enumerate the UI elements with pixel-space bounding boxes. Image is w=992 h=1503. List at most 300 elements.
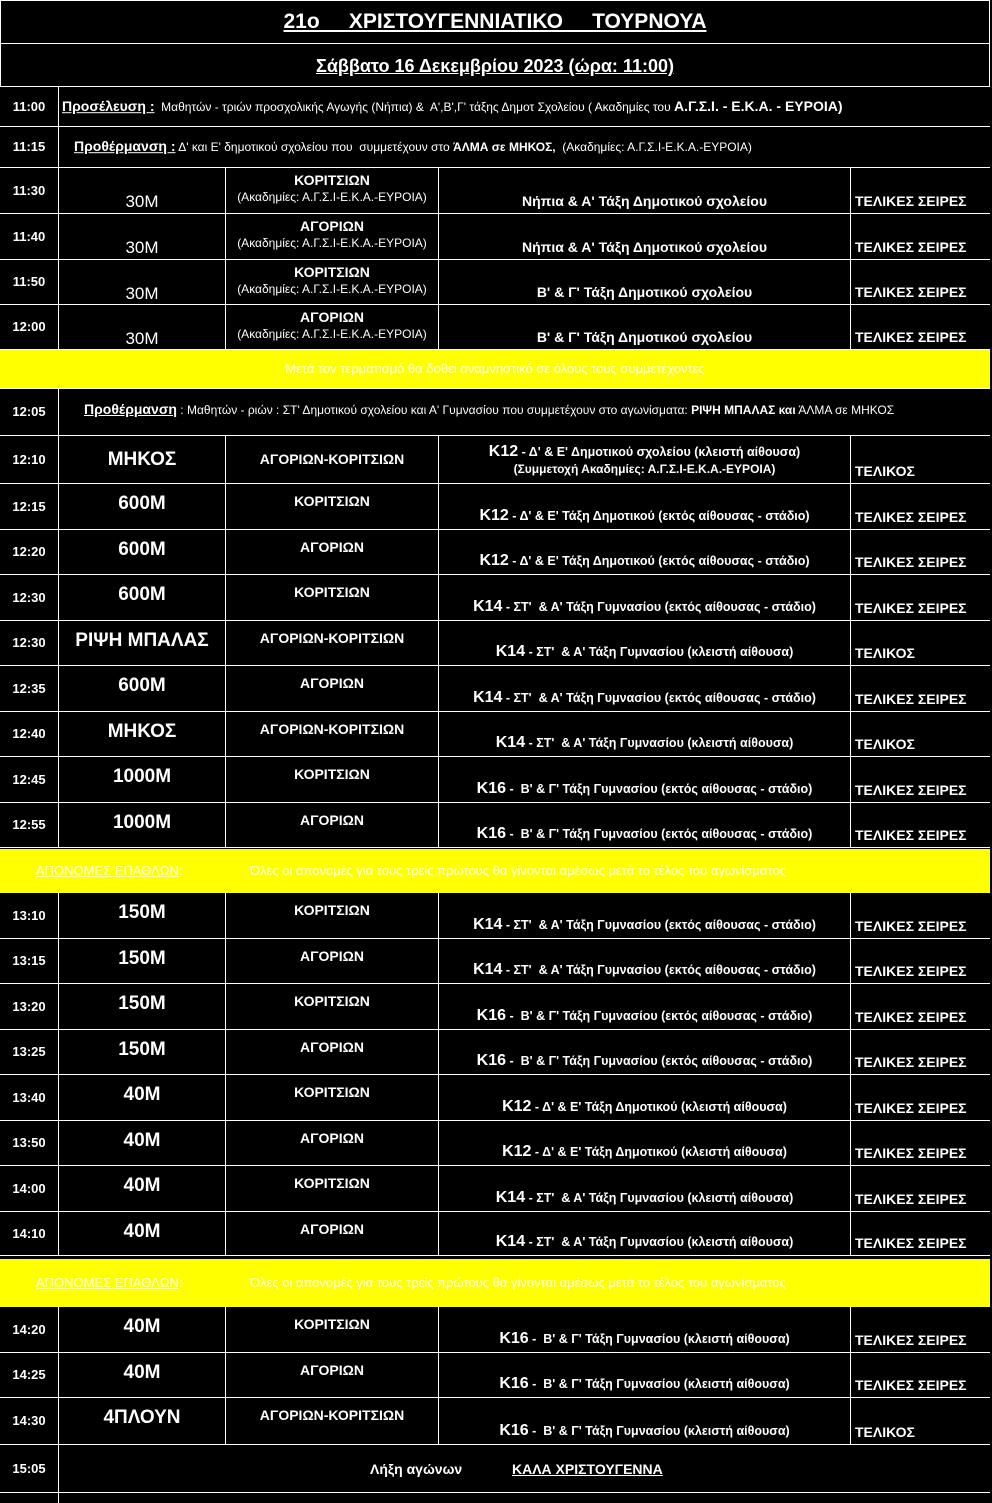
gender-text: ΚΟΡΙΤΣΙΩΝ bbox=[294, 264, 370, 280]
gender-text: ΚΟΡΙΤΣΙΩΝ bbox=[294, 1316, 370, 1332]
phase-text: ΤΕΛΙΚΕΣ ΣΕΙΡΕΣ bbox=[855, 1145, 967, 1161]
phase-text: ΤΕΛΙΚΕΣ ΣΕΙΡΕΣ bbox=[855, 1235, 967, 1251]
phase-text: ΤΕΛΙΚΕΣ ΣΕΙΡΕΣ bbox=[855, 509, 967, 525]
category-text: Β' & Γ' Τάξη Δημοτικού σχολείου bbox=[536, 284, 753, 300]
event-cell bbox=[59, 893, 226, 938]
schedule-row bbox=[0, 666, 990, 712]
category-text bbox=[439, 1189, 850, 1207]
time-text: 13:15 bbox=[12, 952, 46, 968]
gender-cell bbox=[226, 214, 439, 259]
phase-cell bbox=[851, 621, 990, 665]
phase-text: ΤΕΛΙΚΕΣ ΣΕΙΡΕΣ bbox=[855, 600, 967, 616]
category-text: Νήπια & Α' Τάξη Δημοτικού σχολείου bbox=[522, 193, 767, 209]
time-cell bbox=[0, 712, 59, 756]
category-desc: - Δ' & Ε' Δημοτικού σχολείου (κλειστή αίθουσα) bbox=[518, 445, 801, 459]
category-code: Κ14 bbox=[473, 916, 503, 933]
schedule-row bbox=[0, 757, 990, 803]
event-text: 600Μ bbox=[118, 675, 166, 696]
event-text: ΜΗΚΟΣ bbox=[107, 449, 177, 470]
schedule-row-warmup-2 bbox=[0, 388, 990, 436]
category-cell bbox=[439, 1030, 851, 1074]
awards-label: ΑΠΟΝΟΜΕΣ ΕΠΑΘΛΩΝ bbox=[36, 863, 179, 878]
phase-text: ΤΕΛΙΚΕΣ ΣΕΙΡΕΣ bbox=[855, 963, 967, 979]
gender-text: ΚΟΡΙΤΣΙΩΝ bbox=[294, 993, 370, 1009]
time-cell bbox=[0, 1307, 59, 1352]
gender-note: (Ακαδημίες: Α.Γ.Σ.Ι-Ε.Κ.Α.-ΕΥΡΟΙΑ) bbox=[237, 327, 427, 341]
event-cell bbox=[59, 984, 226, 1029]
category-code: Κ16 bbox=[499, 1422, 529, 1439]
category-cell bbox=[439, 214, 851, 259]
category-desc: - Β' & Γ' Τάξη Γυμνασίου (κλειστή αίθουσα) bbox=[528, 1332, 790, 1346]
event-text: 600Μ bbox=[118, 493, 166, 514]
gender-cell bbox=[226, 1398, 439, 1444]
phase-text: ΤΕΛΙΚΕΣ ΣΕΙΡΕΣ bbox=[855, 691, 967, 707]
page-subtitle bbox=[0, 44, 990, 87]
schedule-row-warmup-1 bbox=[0, 127, 990, 168]
gender-text: ΚΟΡΙΤΣΙΩΝ bbox=[294, 493, 370, 509]
gender-cell bbox=[226, 260, 439, 304]
category-desc: - ΣΤ' & Α' Τάξη Γυμνασίου (εκτός αίθουσας - στάδιο) bbox=[502, 691, 816, 705]
phase-cell bbox=[851, 575, 990, 620]
arrival-label: Προσέλευση : bbox=[62, 97, 155, 114]
category-cell bbox=[439, 575, 851, 620]
category-cell bbox=[439, 1398, 851, 1444]
gender-cell bbox=[226, 168, 439, 213]
category-code: Κ16 bbox=[476, 825, 507, 842]
time-text: 12:45 bbox=[12, 771, 46, 787]
category-note: (Συμμετοχή Ακαδημίες: Α.Γ.Σ.Ι-Ε.Κ.Α.-ΕΥΡΟΙΑ) bbox=[513, 462, 776, 476]
category-code: Κ12 bbox=[502, 1143, 532, 1160]
phase-cell bbox=[851, 1121, 990, 1165]
gender-cell bbox=[226, 757, 439, 802]
event-cell bbox=[59, 575, 226, 620]
schedule-row bbox=[0, 893, 990, 939]
event-text: 30Μ bbox=[125, 329, 159, 348]
warmup-2-strong: ΡΙΨΗ ΜΠΑΛΑΣ και bbox=[691, 403, 796, 417]
event-cell bbox=[59, 436, 226, 483]
schedule-row bbox=[0, 484, 990, 530]
category-cell bbox=[439, 530, 851, 574]
category-cell bbox=[439, 893, 851, 938]
event-cell bbox=[59, 712, 226, 756]
phase-cell bbox=[851, 893, 990, 938]
time-text: 11:00 bbox=[12, 98, 46, 114]
gender-text: ΑΓΟΡΙΩΝ bbox=[300, 1362, 364, 1378]
gender-cell bbox=[226, 666, 439, 711]
category-text bbox=[439, 734, 850, 752]
schedule-row-arrival bbox=[0, 87, 990, 127]
category-cell bbox=[439, 484, 851, 529]
category-text bbox=[439, 598, 850, 616]
category-cell bbox=[439, 712, 851, 756]
event-text: 150Μ bbox=[118, 1039, 166, 1060]
event-cell bbox=[59, 621, 226, 665]
schedule-row bbox=[0, 575, 990, 621]
event-cell bbox=[59, 1030, 226, 1074]
closing-text: Λήξη αγώνων bbox=[370, 1461, 463, 1477]
phase-text: ΤΕΛΙΚΕΣ ΣΕΙΡΕΣ bbox=[855, 1100, 967, 1116]
phase-text: ΤΕΛΙΚΕΣ ΣΕΙΡΕΣ bbox=[855, 239, 967, 255]
category-text bbox=[439, 1098, 850, 1116]
notice-banner-awards-1: ΑΠΟΝΟΜΕΣ ΕΠΑΘΛΩΝ: Όλες οι απονομές για τους τρείς πρώτους θα γίνονται αμέσως μετά το τέλος του αγωνίσματος bbox=[0, 849, 990, 893]
category-cell bbox=[439, 939, 851, 983]
time-text: 14:25 bbox=[12, 1366, 46, 1382]
phase-cell bbox=[851, 803, 990, 847]
phase-text: ΤΕΛΙΚΟΣ bbox=[855, 736, 915, 752]
event-text: 30Μ bbox=[125, 192, 159, 211]
category-text bbox=[439, 825, 850, 843]
phase-text: ΤΕΛΙΚΟΣ bbox=[855, 645, 915, 661]
time-text: 12:30 bbox=[12, 634, 46, 650]
category-code: Κ16 bbox=[476, 1007, 507, 1024]
category-code: Κ12 bbox=[479, 507, 509, 524]
category-cell bbox=[439, 260, 851, 304]
category-code: Κ16 bbox=[476, 1052, 507, 1069]
gender-cell bbox=[226, 530, 439, 574]
event-text: 40Μ bbox=[123, 1175, 161, 1196]
time-cell bbox=[0, 214, 59, 259]
schedule-row bbox=[0, 1030, 990, 1075]
event-text: 40Μ bbox=[123, 1130, 161, 1151]
time-text: 12:20 bbox=[12, 543, 46, 559]
time-text: 12:40 bbox=[12, 725, 46, 741]
gender-cell bbox=[226, 1121, 439, 1165]
gender-cell bbox=[226, 305, 439, 349]
category-desc: - Δ' & Ε' Τάξη Δημοτικού (κλειστή αίθουσα) bbox=[531, 1145, 787, 1159]
schedule-row bbox=[0, 1353, 990, 1398]
page-title bbox=[0, 0, 990, 44]
warmup-text: Δ' και Ε' δημοτικού σχολείου που συμμετέχουν στο bbox=[175, 140, 454, 155]
phase-text: ΤΕΛΙΚΕΣ ΣΕΙΡΕΣ bbox=[855, 193, 967, 209]
phase-text: ΤΕΛΙΚΕΣ ΣΕΙΡΕΣ bbox=[855, 1191, 967, 1207]
gender-cell bbox=[226, 1075, 439, 1120]
schedule-row bbox=[0, 712, 990, 757]
category-text bbox=[439, 1052, 850, 1070]
category-code: Κ12 bbox=[479, 552, 509, 569]
notice-banner-souvenir bbox=[0, 350, 990, 388]
time-cell bbox=[0, 939, 59, 983]
time-cell bbox=[0, 1445, 59, 1492]
notice-cell bbox=[59, 389, 990, 435]
category-cell bbox=[439, 757, 851, 802]
arrival-strong: Α.Γ.Σ.Ι. - Ε.Κ.Α. - ΕΥΡΟΙΑ) bbox=[674, 97, 843, 114]
time-text: 13:50 bbox=[12, 1134, 46, 1150]
gender-cell bbox=[226, 484, 439, 529]
time-cell bbox=[0, 666, 59, 711]
warmup-strong: ΆΛΜΑ σε ΜΗΚΟΣ, bbox=[453, 140, 556, 155]
time-cell bbox=[0, 389, 59, 435]
warmup-2-label: Προθέρμανση bbox=[84, 401, 177, 417]
category-code: Κ16 bbox=[499, 1330, 529, 1347]
phase-text: ΤΕΛΙΚΕΣ ΣΕΙΡΕΣ bbox=[855, 1009, 967, 1025]
event-cell bbox=[59, 260, 226, 304]
time-cell bbox=[0, 1121, 59, 1165]
phase-text: ΤΕΛΙΚΕΣ ΣΕΙΡΕΣ bbox=[855, 827, 967, 843]
time-text: 12:35 bbox=[12, 680, 46, 696]
gender-note: (Ακαδημίες: Α.Γ.Σ.Ι-Ε.Κ.Α.-ΕΥΡΟΙΑ) bbox=[237, 282, 427, 296]
event-cell bbox=[59, 757, 226, 802]
category-desc: - Β' & Γ' Τάξη Γυμνασίου (εκτός αίθουσας - στάδιο) bbox=[506, 782, 813, 796]
time-cell bbox=[0, 436, 59, 483]
event-text: ΜΗΚΟΣ bbox=[107, 721, 177, 742]
time-text: 13:25 bbox=[12, 1043, 46, 1059]
category-cell bbox=[439, 1307, 851, 1352]
category-cell bbox=[439, 1353, 851, 1397]
time-text: 14:10 bbox=[12, 1225, 46, 1241]
category-text bbox=[439, 444, 850, 460]
phase-cell bbox=[851, 1307, 990, 1352]
gender-text: ΚΟΡΙΤΣΙΩΝ bbox=[294, 1175, 370, 1191]
event-text: 1000Μ bbox=[112, 812, 172, 833]
category-text: Νήπια & Α' Τάξη Δημοτικού σχολείου bbox=[522, 239, 767, 255]
gender-text: ΑΓΟΡΙΩΝ bbox=[300, 309, 364, 325]
time-cell bbox=[0, 168, 59, 213]
notice-cell bbox=[59, 127, 990, 167]
time-cell bbox=[0, 87, 59, 126]
category-text bbox=[439, 1375, 850, 1393]
time-text: 14:30 bbox=[12, 1412, 46, 1428]
time-cell bbox=[0, 575, 59, 620]
awards-label: ΑΠΟΝΟΜΕΣ ΕΠΑΘΛΩΝ bbox=[36, 1275, 179, 1290]
category-desc: - ΣΤ' & Α' Τάξη Γυμνασίου (κλειστή αίθουσα) bbox=[525, 1191, 794, 1205]
phase-cell bbox=[851, 1075, 990, 1120]
event-cell bbox=[59, 214, 226, 259]
schedule-row-closing bbox=[0, 1445, 990, 1493]
phase-cell bbox=[851, 1212, 990, 1255]
page-title-text: 21ο ΧΡΙΣΤΟΥΓΕΝΝΙΑΤΙΚΟ ΤΟΥΡΝΟΥΑ bbox=[283, 10, 707, 33]
time-cell bbox=[0, 1075, 59, 1120]
schedule-row bbox=[0, 305, 990, 350]
gender-text: ΚΟΡΙΤΣΙΩΝ bbox=[294, 766, 370, 782]
gender-text: ΑΓΟΡΙΩΝ bbox=[300, 1221, 364, 1237]
schedule-row-empty bbox=[0, 1493, 990, 1503]
closing-cell bbox=[59, 1445, 990, 1492]
arrival-text: Μαθητών - τριών προσχολικής Αγωγής (Νήπια) & Α',Β',Γ' τάξης Δημοτ Σχολείου ( Ακαδημίες του bbox=[154, 99, 674, 114]
category-cell bbox=[439, 305, 851, 349]
phase-text: ΤΕΛΙΚΕΣ ΣΕΙΡΕΣ bbox=[855, 284, 967, 300]
time-cell bbox=[0, 1212, 59, 1255]
phase-text: ΤΕΛΙΚΟΣ bbox=[855, 463, 915, 479]
phase-cell bbox=[851, 939, 990, 983]
closing-greeting: ΚΑΛΑ ΧΡΙΣΤΟΥΓΕΝΝΑ bbox=[512, 1461, 663, 1477]
event-text: 40Μ bbox=[123, 1221, 161, 1242]
gender-cell bbox=[226, 1166, 439, 1211]
gender-text: ΑΓΟΡΙΩΝ bbox=[300, 1039, 364, 1055]
time-text: 12:10 bbox=[12, 451, 46, 467]
category-cell bbox=[439, 1212, 851, 1255]
gender-cell bbox=[226, 1030, 439, 1074]
category-text bbox=[439, 1233, 850, 1251]
time-cell bbox=[0, 1493, 59, 1503]
warmup-2-tail: ΆΛΜΑ σε ΜΗΚΟΣ bbox=[795, 403, 895, 417]
category-code: Κ12 bbox=[502, 1098, 532, 1115]
awards-text: Όλες οι απονομές για τους τρείς πρώτους θα γίνονται αμέσως μετά το τέλος του αγωνίσματος bbox=[250, 1275, 786, 1290]
phase-cell bbox=[851, 260, 990, 304]
time-text: 14:00 bbox=[12, 1180, 46, 1196]
phase-cell bbox=[851, 436, 990, 483]
category-text: Β' & Γ' Τάξη Δημοτικού σχολείου bbox=[536, 329, 753, 345]
event-text: 600Μ bbox=[118, 539, 166, 560]
category-desc: - Β' & Γ' Τάξη Γυμνασίου (εκτός αίθουσας - στάδιο) bbox=[506, 827, 813, 841]
time-text: 12:00 bbox=[12, 318, 46, 334]
schedule-row bbox=[0, 260, 990, 305]
category-code: Κ14 bbox=[473, 689, 503, 706]
phase-cell bbox=[851, 1398, 990, 1444]
phase-cell bbox=[851, 214, 990, 259]
category-code: Κ12 bbox=[488, 443, 519, 460]
gender-cell bbox=[226, 893, 439, 938]
event-cell bbox=[59, 803, 226, 847]
gender-text: ΑΓΟΡΙΩΝ-ΚΟΡΙΤΣΙΩΝ bbox=[259, 451, 405, 467]
phase-text: ΤΕΛΙΚΕΣ ΣΕΙΡΕΣ bbox=[855, 554, 967, 570]
time-cell bbox=[0, 305, 59, 349]
notice-banner-awards-2: ΑΠΟΝΟΜΕΣ ΕΠΑΘΛΩΝ: Όλες οι απονομές για τους τρείς πρώτους θα γίνονται αμέσως μετά το τέλος του αγωνίσματος bbox=[0, 1259, 990, 1307]
event-cell bbox=[59, 1307, 226, 1352]
time-cell bbox=[0, 621, 59, 665]
category-cell bbox=[439, 1075, 851, 1120]
phase-cell bbox=[851, 757, 990, 802]
gender-text: ΚΟΡΙΤΣΙΩΝ bbox=[294, 584, 370, 600]
event-text: 150Μ bbox=[118, 993, 166, 1014]
event-cell bbox=[59, 1075, 226, 1120]
time-text: 12:05 bbox=[12, 403, 46, 419]
event-text: 30Μ bbox=[125, 284, 159, 303]
phase-cell bbox=[851, 305, 990, 349]
gender-cell bbox=[226, 939, 439, 983]
phase-cell bbox=[851, 168, 990, 213]
event-cell bbox=[59, 484, 226, 529]
phase-text: ΤΕΛΙΚΕΣ ΣΕΙΡΕΣ bbox=[855, 1332, 967, 1348]
category-text bbox=[439, 1143, 850, 1161]
gender-text: ΑΓΟΡΙΩΝ bbox=[300, 218, 364, 234]
category-text bbox=[439, 1007, 850, 1025]
event-cell bbox=[59, 666, 226, 711]
gender-text: ΑΓΟΡΙΩΝ-ΚΟΡΙΤΣΙΩΝ bbox=[259, 1407, 405, 1423]
gender-text: ΑΓΟΡΙΩΝ bbox=[300, 812, 364, 828]
time-cell bbox=[0, 1398, 59, 1444]
gender-cell bbox=[226, 1353, 439, 1397]
phase-text: ΤΕΛΙΚΕΣ ΣΕΙΡΕΣ bbox=[855, 782, 967, 798]
event-cell bbox=[59, 939, 226, 983]
time-cell bbox=[0, 893, 59, 938]
schedule-row bbox=[0, 1075, 990, 1121]
category-text bbox=[439, 1330, 850, 1348]
time-text: 13:20 bbox=[12, 998, 46, 1014]
category-cell bbox=[439, 436, 851, 483]
category-cell bbox=[439, 621, 851, 665]
category-desc: - ΣΤ' & Α' Τάξη Γυμνασίου (κλειστή αίθουσα) bbox=[525, 645, 794, 659]
schedule-row bbox=[0, 939, 990, 984]
time-text: 12:15 bbox=[12, 498, 46, 514]
category-desc: - Β' & Γ' Τάξη Γυμνασίου (κλειστή αίθουσα) bbox=[528, 1424, 790, 1438]
phase-cell bbox=[851, 666, 990, 711]
category-cell bbox=[439, 168, 851, 213]
category-desc: - Β' & Γ' Τάξη Γυμνασίου (κλειστή αίθουσα) bbox=[528, 1377, 790, 1391]
category-cell bbox=[439, 803, 851, 847]
time-text: 13:10 bbox=[12, 907, 46, 923]
gender-text: ΑΓΟΡΙΩΝ-ΚΟΡΙΤΣΙΩΝ bbox=[259, 721, 405, 737]
event-text: 150Μ bbox=[118, 902, 166, 923]
phase-cell bbox=[851, 712, 990, 756]
event-text: 4ΠΛΟΥΝ bbox=[103, 1407, 181, 1428]
category-text bbox=[439, 961, 850, 979]
category-text bbox=[439, 1422, 850, 1440]
phase-cell bbox=[851, 484, 990, 529]
gender-text: ΑΓΟΡΙΩΝ bbox=[300, 948, 364, 964]
event-text: 30Μ bbox=[125, 238, 159, 257]
category-text bbox=[439, 780, 850, 798]
category-code: Κ14 bbox=[495, 734, 526, 751]
phase-cell bbox=[851, 530, 990, 574]
gender-text: ΑΓΟΡΙΩΝ-ΚΟΡΙΤΣΙΩΝ bbox=[259, 630, 405, 646]
gender-text: ΚΟΡΙΤΣΙΩΝ bbox=[294, 1084, 370, 1100]
event-cell bbox=[59, 1166, 226, 1211]
schedule-row bbox=[0, 1121, 990, 1166]
category-code: Κ14 bbox=[495, 643, 526, 660]
schedule-row bbox=[0, 1212, 990, 1256]
category-desc: - ΣΤ' & Α' Τάξη Γυμνασίου (κλειστή αίθουσα) bbox=[525, 736, 794, 750]
phase-text: ΤΕΛΙΚΕΣ ΣΕΙΡΕΣ bbox=[855, 1054, 967, 1070]
schedule-row-long-jump bbox=[0, 436, 990, 484]
category-code: Κ14 bbox=[473, 961, 503, 978]
phase-text: ΤΕΛΙΚΕΣ ΣΕΙΡΕΣ bbox=[855, 1377, 967, 1393]
category-desc: - Β' & Γ' Τάξη Γυμνασίου (εκτός αίθουσας - στάδιο) bbox=[506, 1009, 813, 1023]
time-text: 15:05 bbox=[12, 1460, 46, 1476]
category-text bbox=[439, 643, 850, 661]
gender-cell bbox=[226, 1307, 439, 1352]
gender-cell bbox=[226, 1212, 439, 1255]
schedule-row bbox=[0, 803, 990, 848]
time-text: 12:55 bbox=[12, 816, 46, 832]
category-desc: - ΣΤ' & Α' Τάξη Γυμνασίου (εκτός αίθουσας - στάδιο) bbox=[502, 963, 816, 977]
gender-cell bbox=[226, 621, 439, 665]
time-cell bbox=[0, 260, 59, 304]
gender-note: (Ακαδημίες: Α.Γ.Σ.Ι-Ε.Κ.Α.-ΕΥΡΟΙΑ) bbox=[237, 236, 427, 250]
category-desc: - Δ' & Ε' Τάξη Δημοτικού (εκτός αίθουσας - στάδιο) bbox=[508, 509, 810, 523]
time-cell bbox=[0, 803, 59, 847]
phase-cell bbox=[851, 984, 990, 1029]
category-desc: - ΣΤ' & Α' Τάξη Γυμνασίου (εκτός αίθουσας - στάδιο) bbox=[502, 600, 816, 614]
phase-text: ΤΕΛΙΚΕΣ ΣΕΙΡΕΣ bbox=[855, 918, 967, 934]
schedule-row bbox=[0, 530, 990, 575]
event-text: 40Μ bbox=[123, 1316, 161, 1337]
category-code: Κ16 bbox=[476, 780, 507, 797]
event-text: ΡΙΨΗ ΜΠΑΛΑΣ bbox=[75, 630, 209, 651]
gender-text: ΑΓΟΡΙΩΝ bbox=[300, 675, 364, 691]
gender-note: (Ακαδημίες: Α.Γ.Σ.Ι-Ε.Κ.Α.-ΕΥΡΟΙΑ) bbox=[237, 190, 427, 204]
category-cell bbox=[439, 1166, 851, 1211]
category-code: Κ14 bbox=[473, 598, 503, 615]
category-text bbox=[439, 689, 850, 707]
time-text: 13:40 bbox=[12, 1089, 46, 1105]
category-text bbox=[439, 552, 850, 570]
warmup-label: Προθέρμανση : bbox=[74, 138, 176, 155]
gender-text: ΚΟΡΙΤΣΙΩΝ bbox=[294, 902, 370, 918]
time-cell bbox=[0, 1353, 59, 1397]
category-cell bbox=[439, 666, 851, 711]
category-desc: - ΣΤ' & Α' Τάξη Γυμνασίου (κλειστή αίθουσα) bbox=[525, 1235, 794, 1249]
category-code: Κ14 bbox=[495, 1233, 526, 1250]
event-cell bbox=[59, 530, 226, 574]
time-cell bbox=[0, 984, 59, 1029]
notice-cell bbox=[59, 87, 990, 126]
gender-text: ΑΓΟΡΙΩΝ bbox=[300, 1130, 364, 1146]
category-desc: - Δ' & Ε' Τάξη Δημοτικού (κλειστή αίθουσα) bbox=[531, 1100, 787, 1114]
time-text: 11:15 bbox=[12, 138, 46, 154]
event-cell bbox=[59, 1353, 226, 1397]
awards-text: Όλες οι απονομές για τους τρείς πρώτους θα γίνονται αμέσως μετά το τέλος του αγωνίσματος bbox=[250, 863, 786, 878]
time-text: 14:20 bbox=[12, 1321, 46, 1337]
